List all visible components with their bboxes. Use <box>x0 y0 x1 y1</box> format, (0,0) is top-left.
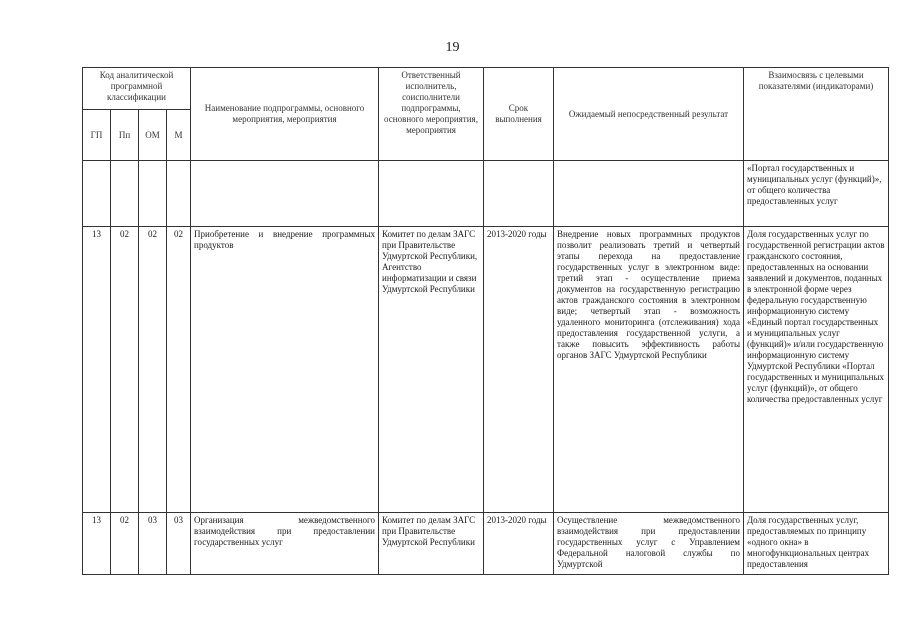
cell-gp: 13 <box>83 513 111 575</box>
cell-gp <box>83 161 111 227</box>
header-row-1 <box>83 68 889 110</box>
cell-m: 02 <box>167 227 191 513</box>
header-indicators: Взаимосвязь с целевыми показателями (индикаторами) <box>744 68 889 161</box>
cell-result <box>554 161 744 227</box>
cell-pp: 02 <box>111 227 139 513</box>
cell-name: Приобретение и внедрение программных продуктов <box>191 227 379 513</box>
cell-result: Осуществление межведомственного взаимодействия при предоставлении государственных услуг с Управлением Федеральной налоговой службы по Удмуртской <box>554 513 744 575</box>
cell-executor <box>379 161 484 227</box>
header-gp: ГП <box>83 110 111 161</box>
table-row <box>83 161 889 227</box>
program-measures-table <box>82 67 889 575</box>
header-code-group: Код аналитической программной классификации <box>83 68 191 110</box>
cell-m <box>167 161 191 227</box>
cell-indicators: Доля государственных услуг по государственной регистрации актов гражданского состояния, предоставленных на основании заявлений и документов, поданных в электронной форме через федеральную государственную информационную систему «Единый портал государственных и муниципальных услуг (функций)» и/или государственную информационную систему Удмуртской Республики «Портал государственных и муниципальных услуг (функций)», от общего количества предоставленных услуг <box>744 227 889 513</box>
cell-indicators: Доля государственных услуг, предоставляемых по принципу «одного окна» в многофункциональных центрах предоставления <box>744 513 889 575</box>
header-term: Срок выполнения <box>484 68 554 161</box>
cell-term: 2013-2020 годы <box>484 513 554 575</box>
cell-pp: 02 <box>111 513 139 575</box>
page-number: 19 <box>445 40 460 55</box>
header-pp: Пп <box>111 110 139 161</box>
cell-indicators: «Портал государственных и муниципальных услуг (функций)», от общего количества предоставленных услуг <box>744 161 889 227</box>
cell-term <box>484 161 554 227</box>
cell-om <box>139 161 167 227</box>
cell-executor: Комитет по делам ЗАГС при Правительстве Удмуртской Республики <box>379 513 484 575</box>
cell-m: 03 <box>167 513 191 575</box>
cell-name <box>191 161 379 227</box>
cell-om: 02 <box>139 227 167 513</box>
cell-result: Внедрение новых программных продуктов позволит реализовать третий и четвертый этапы перехода на предоставление государственных услуг в электронном виде: третий этап - осуществление приема документов на государственную регистрацию актов гражданского состояния в электронном виде; четвертый этап - возможность удаленного мониторинга (отслеживания) хода предоставления государственной услуги, а также повысить эффективность работы органов ЗАГС Удмуртской Республики <box>554 227 744 513</box>
header-om: ОМ <box>139 110 167 161</box>
cell-pp <box>111 161 139 227</box>
header-name: Наименование подпрограммы, основного мероприятия, мероприятия <box>191 68 379 161</box>
cell-om: 03 <box>139 513 167 575</box>
table-row <box>83 513 889 575</box>
cell-term: 2013-2020 годы <box>484 227 554 513</box>
cell-gp: 13 <box>83 227 111 513</box>
cell-executor: Комитет по делам ЗАГС при Правительстве Удмуртской Республики, Агентство информатизации и связи Удмуртской Республики <box>379 227 484 513</box>
header-result: Ожидаемый непосредственный результат <box>554 68 744 161</box>
header-m: М <box>167 110 191 161</box>
cell-name: Организация межведомственного взаимодействия при предоставлении государственных услуг <box>191 513 379 575</box>
header-executor: Ответственный исполнитель, соисполнители подпрограммы, основного мероприятия, мероприятия <box>379 68 484 161</box>
table-row <box>83 227 889 513</box>
